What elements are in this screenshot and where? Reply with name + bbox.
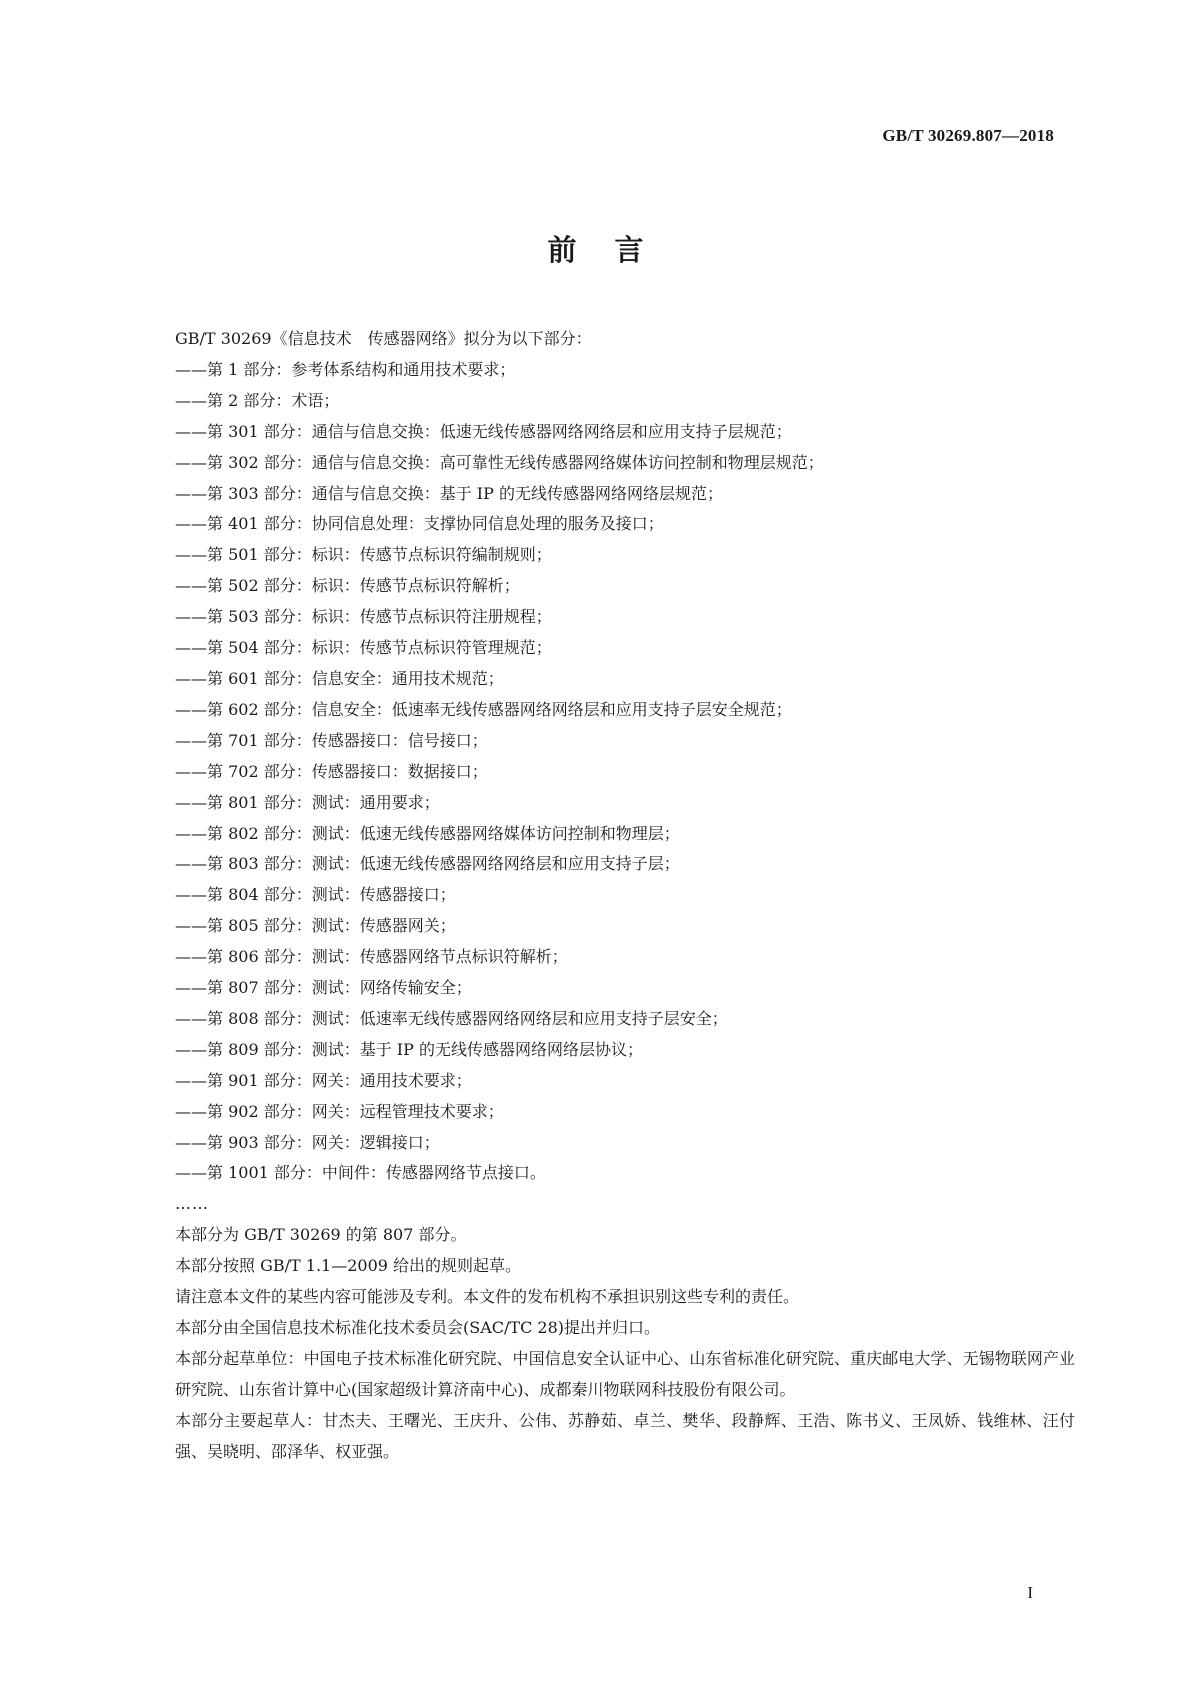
list-item: ——第 301 部分：通信与信息交换：低速无线传感器网络网络层和应用支持子层规范；: [175, 421, 792, 441]
list-item: ——第 601 部分：信息安全：通用技术规范；: [175, 668, 504, 688]
list-item: ——第 702 部分：传感器接口：数据接口；: [175, 761, 488, 781]
page-number: I: [1027, 1583, 1033, 1602]
standard-code: GB/T 30269.807—2018: [882, 126, 1054, 145]
list-item: ——第 1001 部分：中间件：传感器网络节点接口。: [175, 1163, 546, 1183]
paragraph: 本部分为 GB/T 30269 的第 807 部分。: [175, 1225, 467, 1245]
paragraph: 本部分由全国信息技术标准化技术委员会(SAC/TC 28)提出并归口。: [175, 1318, 660, 1337]
list-item: ——第 303 部分：通信与信息交换：基于 IP 的无线传感器网络网络层规范；: [175, 483, 723, 503]
list-item: ——第 806 部分：测试：传感器网络节点标识符解析；: [175, 947, 568, 967]
list-item: ——第 809 部分：测试：基于 IP 的无线传感器网络网络层协议；: [175, 1039, 643, 1059]
paragraph: 本部分起草单位：中国电子技术标准化研究院、中国信息安全认证中心、山东省标准化研究院、重庆邮电大学、无锡物联网产业研究院、山东省计算中心(国家超级计算济南中心)、成都秦川物联网科技股份有限公司。: [175, 1348, 1075, 1399]
list-item: ——第 503 部分：标识：传感节点标识符注册规程；: [175, 607, 552, 627]
list-item: ——第 808 部分：测试：低速率无线传感器网络网络层和应用支持子层安全；: [175, 1008, 728, 1028]
ellipsis: ……: [175, 1194, 209, 1214]
list-item: ——第 502 部分：标识：传感节点标识符解析；: [175, 576, 520, 596]
list-item: ——第 602 部分：信息安全：低速率无线传感器网络网络层和应用支持子层安全规范；: [175, 699, 792, 719]
parts-list: [175, 355, 1075, 1189]
list-item: ——第 701 部分：传感器接口：信号接口；: [175, 730, 488, 750]
page-title: 前言: [547, 233, 682, 267]
list-item: ——第 302 部分：通信与信息交换：高可靠性无线传感器网络媒体访问控制和物理层规范；: [175, 452, 824, 472]
list-item: ——第 504 部分：标识：传感节点标识符管理规范；: [175, 638, 552, 658]
list-item: ——第 807 部分：测试：网络传输安全；: [175, 978, 472, 998]
list-item: ——第 2 部分：术语；: [175, 390, 340, 410]
list-item: ——第 803 部分：测试：低速无线传感器网络网络层和应用支持子层；: [175, 854, 680, 874]
list-item: ——第 501 部分：标识：传感节点标识符编制规则；: [175, 545, 552, 565]
list-item: ——第 1 部分：参考体系结构和通用技术要求；: [175, 359, 516, 379]
list-item: ——第 801 部分：测试：通用要求；: [175, 792, 440, 812]
list-item: ——第 901 部分：网关：通用技术要求；: [175, 1070, 472, 1090]
list-item: ——第 804 部分：测试：传感器接口；: [175, 885, 456, 905]
list-item: ——第 903 部分：网关：逻辑接口；: [175, 1132, 440, 1152]
document-body: [175, 324, 1075, 1468]
paragraph: 本部分按照 GB/T 1.1—2009 给出的规则起草。: [175, 1256, 522, 1276]
paragraph: 本部分主要起草人：甘杰夫、王曙光、王庆升、公伟、苏静茹、卓兰、樊华、段静辉、王浩、陈书义、王凤娇、钱维林、汪付强、吴晓明、邵泽华、权亚强。: [175, 1410, 1075, 1461]
list-item: ——第 805 部分：测试：传感器网关；: [175, 916, 456, 936]
paragraph: 请注意本文件的某些内容可能涉及专利。本文件的发布机构不承担识别这些专利的责任。: [175, 1287, 800, 1307]
list-item: ——第 401 部分：协同信息处理：支撑协同信息处理的服务及接口；: [175, 514, 664, 534]
intro-line: GB/T 30269《信息技术 传感器网络》拟分为以下部分：: [175, 329, 592, 348]
list-item: ——第 802 部分：测试：低速无线传感器网络媒体访问控制和物理层；: [175, 823, 680, 843]
list-item: ——第 902 部分：网关：远程管理技术要求；: [175, 1101, 504, 1121]
